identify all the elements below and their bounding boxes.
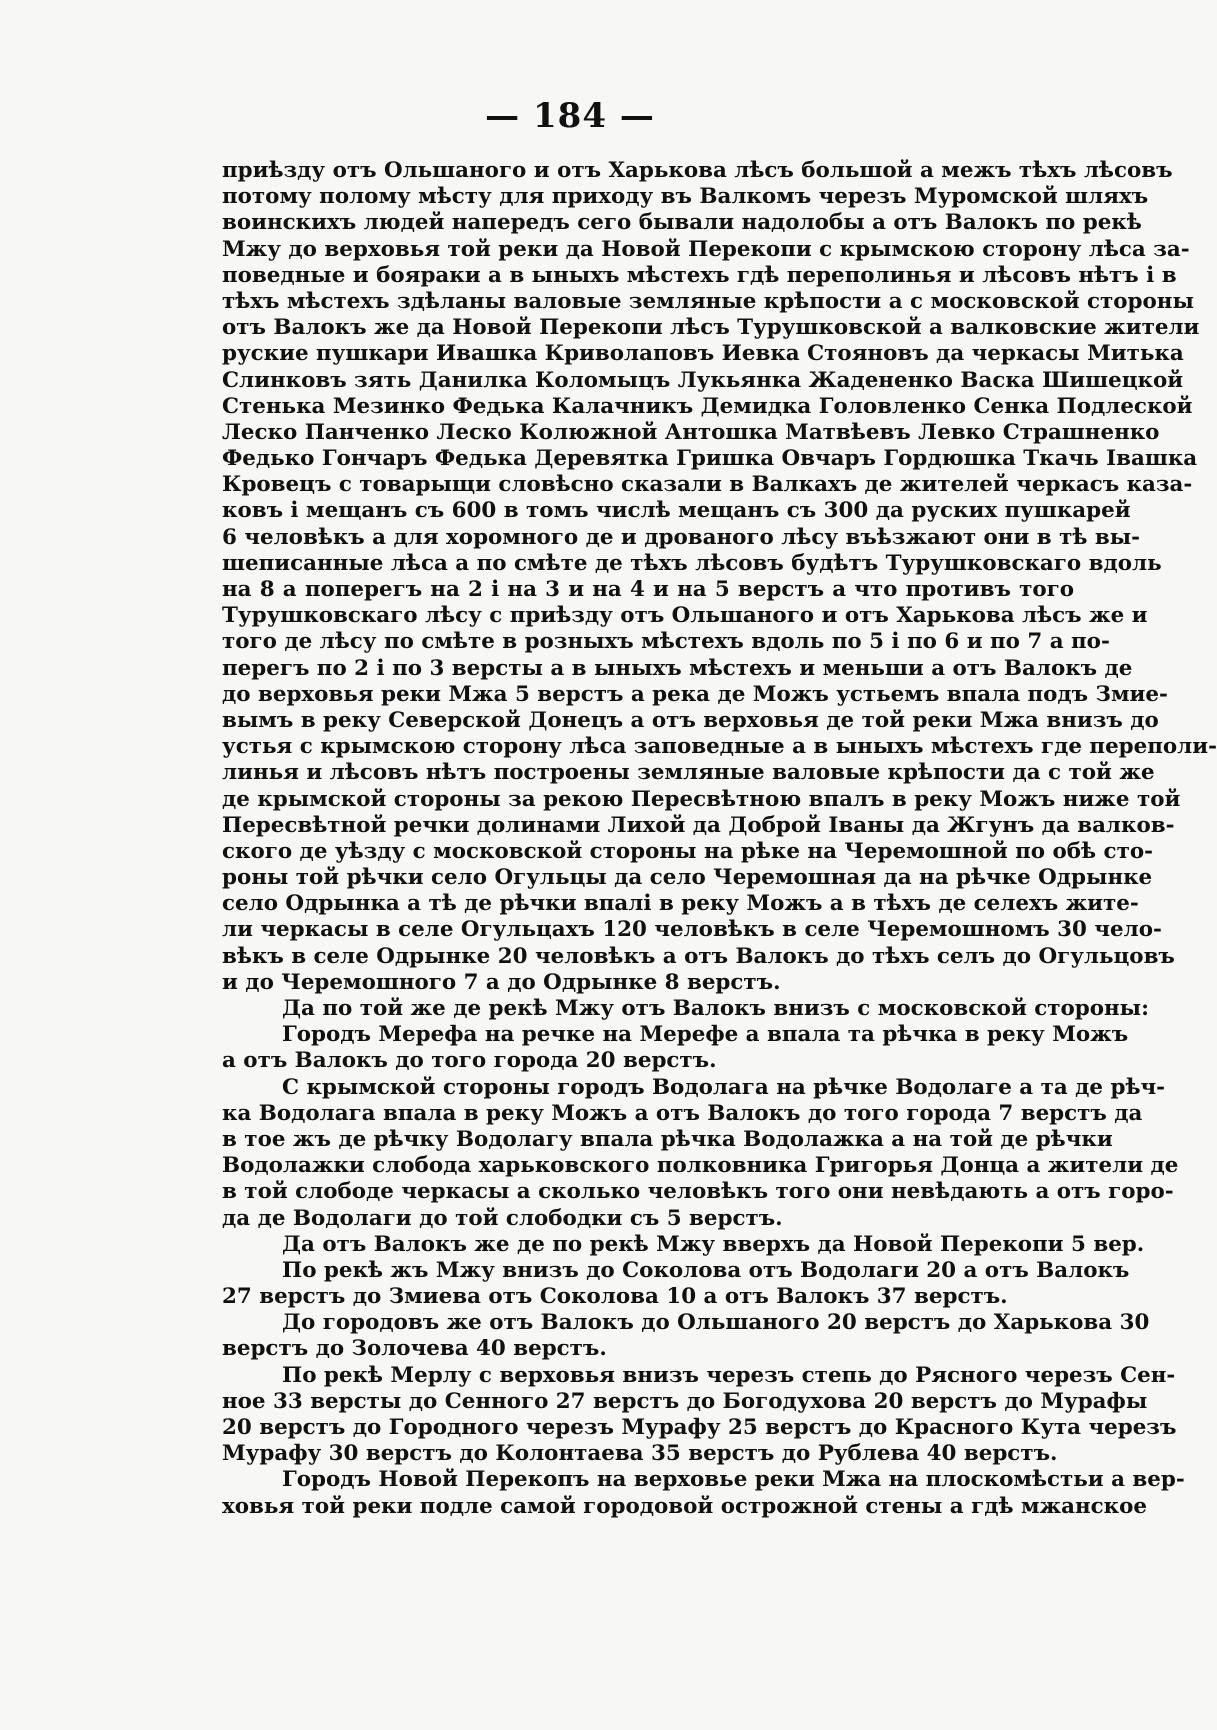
text-line: того де лѣсу по смѣте в розныхъ мѣстехъ вдоль по 5 і по 6 и по 7 а по- bbox=[222, 629, 1110, 655]
body-text bbox=[222, 158, 1217, 1520]
text-line: и до Черемошного 7 а до Одрынке 8 верстъ. bbox=[222, 969, 781, 995]
text-line: ка Водолага впала в реку Можъ а отъ Валокъ до того города 7 верстъ да bbox=[222, 1100, 1143, 1126]
text-line: Слинковъ зять Данилка Коломыцъ Лукьянка Жадененко Васка Шишецкой bbox=[222, 367, 1184, 393]
text-line: ли черкасы в селе Огульцахъ 120 человѣкъ в селе Черемошномъ 30 чело- bbox=[222, 917, 1162, 943]
text-line: потому полому мѣсту для приходу въ Валкомъ черезъ Муромской шляхъ bbox=[222, 184, 1149, 210]
text-line: тѣхъ мѣстехъ здѣланы валовые земляные крѣпости а с московской стороны bbox=[222, 288, 1194, 314]
text-line: Мжу до верховья той реки да Новой Перекопи с крымскою сторону лѣса за- bbox=[222, 236, 1190, 262]
text-line: вѣкъ в селе Одрынке 20 человѣкъ а отъ Валокъ до тѣхъ селъ до Огульцовъ bbox=[222, 943, 1175, 969]
text-line: де крымской стороны за рекою Пересвѣтною впалъ в реку Можъ ниже той bbox=[222, 786, 1181, 812]
text-line: По рекѣ жъ Мжу внизъ до Соколова отъ Водолаги 20 а отъ Валокъ bbox=[282, 1257, 1130, 1283]
text-line: Мурафу 30 верстъ до Колонтаева 35 верстъ до Рублева 40 верстъ. bbox=[222, 1441, 1058, 1467]
text-line: приѣзду отъ Ольшаного и отъ Харькова лѣсъ большой а межъ тѣхъ лѣсовъ bbox=[222, 158, 1173, 183]
text-line: Да отъ Валокъ же де по рекѣ Мжу вверхъ да Новой Перекопи 5 вер. bbox=[282, 1231, 1145, 1257]
text-line: устья с крымскою сторону лѣса заповедные а в ыныхъ мѣстехъ где переполи- bbox=[222, 734, 1217, 760]
text-line: в той слободе черкасы а сколько человѣкъ того они невѣдають а отъ горо- bbox=[222, 1179, 1174, 1205]
text-line: Городъ Новой Перекопъ на верховье реки Мжа на плоскомѣстьи а вер- bbox=[282, 1467, 1185, 1493]
text-line: Турушковскаго лѣсу с приѣзду отъ Ольшаного и отъ Харькова лѣсъ же и bbox=[222, 603, 1148, 629]
text-line: 20 верстъ до Городного черезъ Мурафу 25 верстъ до Красного Кута черезъ bbox=[222, 1415, 1177, 1440]
text-line: Федько Гончаръ Федька Деревятка Гришка Овчаръ Гордюшка Ткачь Івашка bbox=[222, 446, 1198, 472]
text-line: Стенька Мезинко Федька Калачникъ Демидка Головленко Сенка Подлеской bbox=[222, 393, 1193, 419]
text-line: Кровецъ с товарыщи словѣсно сказали в Валкахъ де жителей черкасъ каза- bbox=[222, 472, 1193, 498]
text-line: на 8 а поперегъ на 2 і на 3 и на 4 и на 5 верстъ а что противъ того bbox=[222, 577, 1074, 602]
text-line: С крымской стороны городъ Водолага на рѣчке Водолаге а та де рѣч- bbox=[282, 1074, 1166, 1100]
text-line: до верховья реки Мжа 5 верстъ а река де Можъ устьемъ впала подъ Змие- bbox=[222, 681, 1168, 707]
text-line: ное 33 версты до Сенного 27 верстъ до Богодухова 20 верстъ до Мурафы bbox=[222, 1388, 1148, 1414]
text-line: 6 человѣкъ а для хоромного де и дрованого лѣсу въѣзжают они в тѣ вы- bbox=[222, 524, 1141, 550]
text-line: в тое жъ де рѣчку Водолагу впала рѣчка Водолажка а на той де рѣчки bbox=[222, 1126, 1113, 1152]
text-line: да де Водолаги до той слободки съ 5 верстъ. bbox=[222, 1205, 783, 1231]
text-line: руские пушкари Ивашка Криволаповъ Иевка Стояновъ да черкасы Митька bbox=[222, 341, 1184, 367]
text-line: По рекѣ Мерлу с верховья внизъ черезъ степь до Рясного черезъ Сен- bbox=[282, 1362, 1176, 1388]
text-line: роны той рѣчки село Огульцы да село Черемошная да на рѣчке Одрынке bbox=[222, 865, 1153, 891]
text-line: ского де уѣзду с московской стороны на рѣке на Черемошной по обѣ сто- bbox=[222, 838, 1153, 864]
text-line: 27 верстъ до Змиева отъ Соколова 10 а отъ Валокъ 37 верстъ. bbox=[222, 1284, 1008, 1310]
text-line: Да по той же де рекѣ Мжу отъ Валокъ внизъ с московской стороны: bbox=[282, 996, 1150, 1021]
text-line: а отъ Валокъ до того города 20 верстъ. bbox=[222, 1048, 717, 1074]
text-line: ховья той реки подле самой городовой острожной стены а гдѣ мжанское bbox=[222, 1493, 1147, 1519]
text-line: воинскихъ людей напередъ сего бывали надолобы а отъ Валокъ по рекѣ bbox=[222, 210, 1142, 236]
text-line: село Одрынка а тѣ де рѣчки впалі в реку Можъ а в тѣхъ де селехъ жите- bbox=[222, 891, 1139, 917]
page-number: — 184 — bbox=[485, 96, 655, 136]
text-line: Городъ Мерефа на речке на Мерефе а впала та рѣчка в реку Можъ bbox=[282, 1022, 1129, 1048]
text-line: шеписанные лѣса а по смѣте де тѣхъ лѣсовъ будѣтъ Турушковскаго вдоль bbox=[222, 550, 1162, 576]
text-line: линья и лѣсовъ нѣтъ построены земляные валовые крѣпости да с той же bbox=[222, 760, 1155, 786]
text-line: верстъ до Золочева 40 верстъ. bbox=[222, 1336, 607, 1362]
text-line: Леско Панченко Леско Колюжной Антошка Матвѣевъ Левко Страшненко bbox=[222, 419, 1160, 445]
text-line: вымъ в реку Северской Донецъ а отъ верховья де той реки Мжа внизъ до bbox=[222, 707, 1159, 733]
text-line: До городовъ же отъ Валокъ до Ольшаного 20 верстъ до Харькова 30 bbox=[282, 1310, 1150, 1336]
text-line: Пересвѣтной речки долинами Лихой да Доброй Іваны да Жгунъ да валков- bbox=[222, 812, 1175, 838]
text-line: перегъ по 2 і по 3 версты а в ыныхъ мѣстехъ и меньши а отъ Валокъ де bbox=[222, 655, 1133, 681]
text-line: Водолажки слобода харьковского полковника Григорья Донца а жители де bbox=[222, 1153, 1179, 1179]
text-line: отъ Валокъ же да Новой Перекопи лѣсъ Турушковской а валковские жители bbox=[222, 315, 1200, 341]
text-line: ковъ і мещанъ съ 600 в томъ числѣ мещанъ съ 300 да руских пушкарей bbox=[222, 498, 1131, 524]
text-line: поведные и бояраки а в ыныхъ мѣстехъ гдѣ переполинья и лѣсовъ нѣтъ і в bbox=[222, 262, 1177, 288]
